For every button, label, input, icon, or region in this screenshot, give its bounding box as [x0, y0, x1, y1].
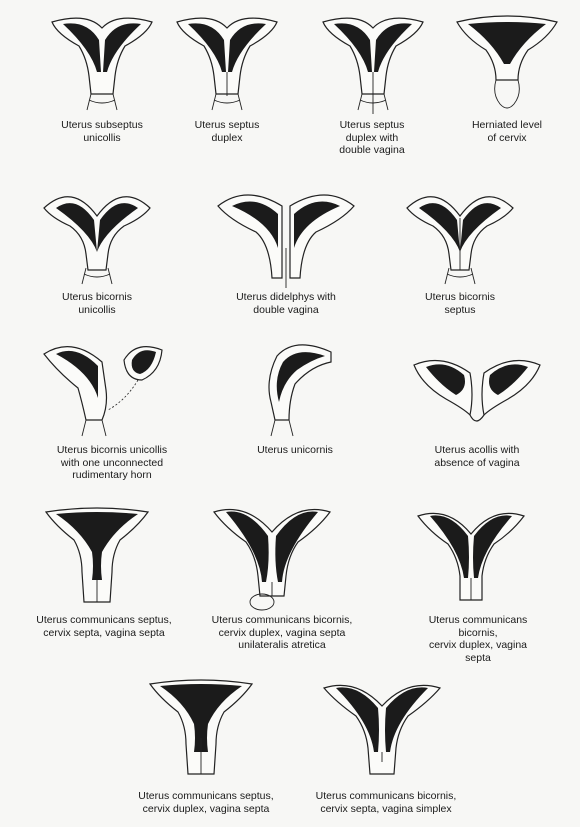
figure-bicornis-septus	[405, 188, 515, 288]
uterus-diagram	[146, 678, 256, 778]
uterus-diagram	[322, 678, 442, 778]
uterus-diagram	[47, 14, 157, 114]
caption-communicans-septus-cervix-septa: Uterus communicans septus, cervix septa, vagina septa	[36, 614, 172, 639]
caption-bicornis-unicollis-rudimentary-horn: Uterus bicornis unicollis with one unconnected rudimentary horn	[56, 444, 168, 481]
caption-herniated-cervix: Herniated level of cervix	[471, 119, 543, 144]
uterus-diagram	[42, 188, 152, 288]
figure-subseptus-unicollis	[47, 14, 157, 114]
figure-bicornis-unicollis-rudimentary-horn	[42, 340, 182, 440]
uterus-diagram	[255, 340, 335, 440]
figure-acollis-absence-vagina	[412, 355, 542, 435]
caption-communicans-septus-cervix-duplex: Uterus communicans septus, cervix duplex, vagina septa	[138, 790, 274, 815]
figure-septus-duplex	[172, 14, 282, 114]
figure-unicornis	[255, 340, 335, 440]
figure-septus-duplex-double-vagina	[318, 14, 428, 114]
uterus-diagram	[42, 506, 152, 606]
caption-communicans-bicornis-unilateralis: Uterus communicans bicornis, cervix duplex, vagina septa unilateralis atretica	[211, 614, 353, 651]
caption-septus-duplex-double-vagina: Uterus septus duplex with double vagina	[339, 119, 405, 156]
caption-bicornis-septus: Uterus bicornis septus	[424, 291, 496, 316]
figure-communicans-septus-cervix-duplex	[146, 678, 256, 778]
uterus-diagram	[212, 502, 332, 612]
uterus-diagram	[405, 188, 515, 288]
caption-didelphys-double-vagina: Uterus didelphys with double vagina	[236, 291, 336, 316]
figure-communicans-bicornis-cervix-duplex	[416, 506, 526, 606]
uterus-diagram	[172, 14, 282, 114]
caption-acollis-absence-vagina: Uterus acollis with absence of vagina	[434, 444, 520, 469]
uterus-diagram	[416, 506, 526, 606]
uterus-diagram	[318, 14, 428, 114]
uterus-diagram	[216, 188, 356, 288]
caption-unicornis: Uterus unicornis	[257, 444, 333, 456]
uterus-diagram	[42, 340, 182, 440]
figure-communicans-bicornis-unilateralis	[212, 502, 332, 612]
caption-septus-duplex: Uterus septus duplex	[194, 119, 260, 144]
figure-herniated-cervix	[452, 14, 562, 114]
caption-communicans-bicornis-cervix-duplex: Uterus communicans bicornis, cervix duplex, vagina septa	[428, 614, 528, 664]
figure-bicornis-unicollis	[42, 188, 152, 288]
caption-bicornis-unicollis: Uterus bicornis unicollis	[61, 291, 133, 316]
caption-subseptus-unicollis: Uterus subseptus unicollis	[61, 119, 143, 144]
figure-didelphys-double-vagina	[216, 188, 356, 288]
figure-communicans-bicornis-cervix-septa	[322, 678, 442, 778]
uterus-diagram	[452, 14, 562, 114]
figure-communicans-septus-cervix-septa	[42, 506, 152, 606]
caption-communicans-bicornis-cervix-septa: Uterus communicans bicornis, cervix septa, vagina simplex	[315, 790, 457, 815]
uterus-diagram	[412, 355, 542, 435]
